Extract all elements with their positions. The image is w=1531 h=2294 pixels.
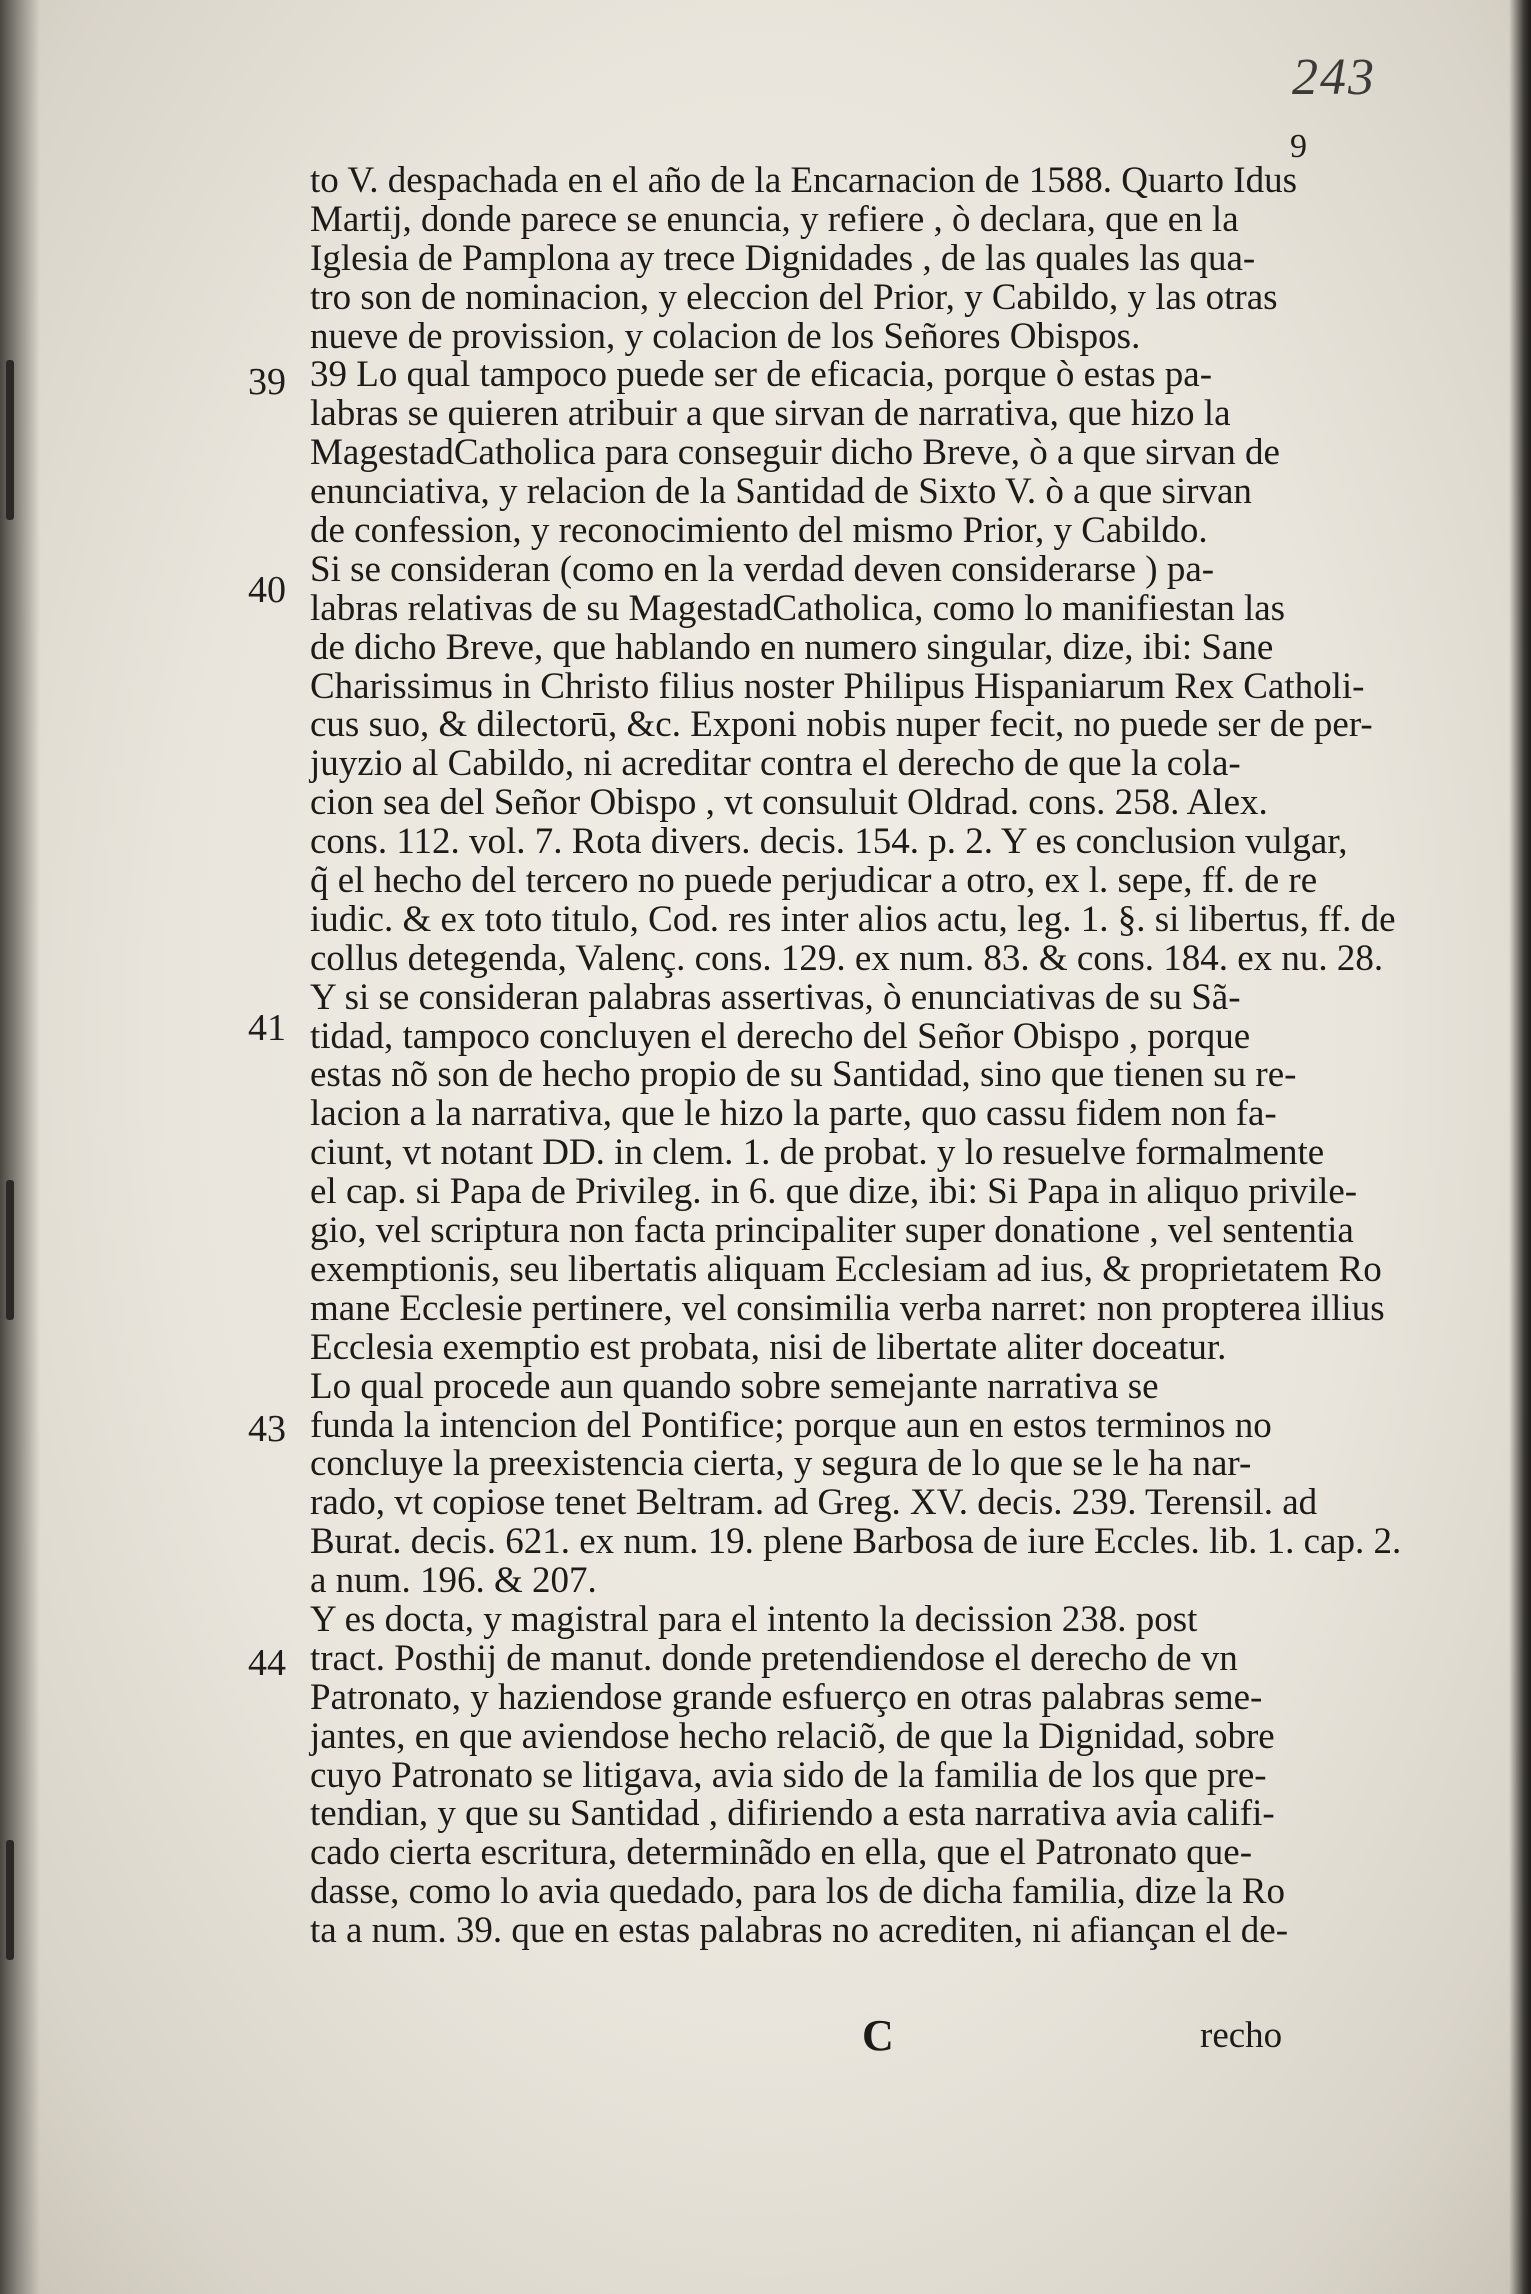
- page-number: 9: [1290, 128, 1307, 165]
- text-line: el cap. si Papa de Privileg. in 6. que dize, ibi: Si Papa in aliquo privile-: [310, 1171, 1358, 1213]
- text-line: enunciativa, y relacion de la Santidad de Sixto V. ò a que sirvan: [310, 471, 1252, 513]
- text-line: Charissimus in Christo filius noster Philipus Hispaniarum Rex Catholi-: [310, 665, 1365, 707]
- text-line: de dicho Breve, que hablando en numero singular, dize, ibi: Sane: [310, 626, 1274, 668]
- text-line: cons. 112. vol. 7. Rota divers. decis. 154. p. 2. Y es conclusion vulgar,: [310, 821, 1348, 863]
- binding-stitch: [6, 1840, 14, 1960]
- text-line: mane Ecclesie pertinere, vel consimilia verba narret: non propterea illius: [310, 1287, 1385, 1329]
- text-line: Lo qual procede aun quando sobre semejante narrativa se: [310, 1365, 1159, 1407]
- text-line: gio, vel scriptura non facta principaliter super donatione , vel sententia: [310, 1210, 1354, 1252]
- handwritten-folio-number: 243: [1292, 49, 1376, 106]
- text-line: cado cierta escritura, determinãdo en ella, que el Patronato que-: [310, 1832, 1253, 1874]
- text-line: to V. despachada en el año de la Encarnacion de 1588. Quarto Idus: [310, 160, 1298, 201]
- text-line: ciunt, vt notant DD. in clem. 1. de probat. y lo resuelve formalmente: [310, 1132, 1325, 1174]
- text-line: funda la intencion del Pontifice; porque aun en estos terminos no: [310, 1404, 1272, 1446]
- text-line: dasse, como lo avia quedado, para los de dicha familia, dize la Ro: [310, 1871, 1286, 1913]
- text-line: juyzio al Cabildo, ni acreditar contra el derecho de que la cola-: [310, 743, 1241, 785]
- text-line: labras se quieren atribuir a que sirvan de narrativa, que hizo la: [310, 393, 1231, 435]
- margin-paragraph-number: 44: [248, 1642, 286, 1684]
- text-line: 39 Lo qual tampoco puede ser de eficacia, porque ò estas pa-: [310, 354, 1213, 396]
- margin-paragraph-number: 41: [248, 1007, 286, 1049]
- text-line: lacion a la narrativa, que le hizo la parte, quo cassu fidem non fa-: [310, 1093, 1277, 1135]
- text-line: de confession, y reconocimiento del mismo Prior, y Cabildo.: [310, 510, 1208, 552]
- page-edge-shadow: [1509, 0, 1531, 2294]
- text-line: tract. Posthij de manut. donde pretendiendose el derecho de vn: [310, 1637, 1238, 1679]
- text-line: Si se consideran (como en la verdad deven considerarse ) pa-: [310, 548, 1215, 590]
- text-line: cuyo Patronato se litigava, avia sido de la familia de los que pre-: [310, 1754, 1267, 1796]
- binding-stitch: [6, 360, 14, 520]
- text-line: MagestadCatholica para conseguir dicho Breve, ò a que sirvan de: [310, 432, 1280, 474]
- text-line: tidad, tampoco concluyen el derecho del Señor Obispo , porque: [310, 1015, 1251, 1057]
- text-line: Patronato, y haziendose grande esfuerço en otras palabras seme-: [310, 1676, 1263, 1718]
- text-line: Y si se consideran palabras assertivas, ò enunciativas de su Sã-: [310, 976, 1241, 1018]
- text-line: estas nõ son de hecho propio de su Santidad, sino que tienen su re-: [310, 1054, 1297, 1096]
- margin-paragraph-number: 40: [248, 569, 286, 611]
- body-text: [310, 160, 1402, 1952]
- text-line: Ecclesia exemptio est probata, nisi de libertate aliter doceatur.: [310, 1326, 1227, 1368]
- signature-mark: C: [862, 2011, 894, 2060]
- text-line: nueve de provission, y colacion de los Señores Obispos.: [310, 315, 1141, 357]
- text-line: Y es docta, y magistral para el intento la decission 238. post: [310, 1598, 1198, 1640]
- text-line: rado, vt copiose tenet Beltram. ad Greg. XV. decis. 239. Terensil. ad: [310, 1482, 1318, 1524]
- text-line: cus suo, & dilectorū, &c. Exponi nobis nuper fecit, no puede ser de per-: [310, 704, 1373, 746]
- text-line: iudic. & ex toto titulo, Cod. res inter alios actu, leg. 1. §. si libertus, ff. de: [310, 898, 1396, 940]
- margin-paragraph-number: 39: [248, 361, 286, 403]
- text-line: Martij, donde parece se enuncia, y refiere , ò declara, que en la: [310, 198, 1239, 240]
- text-line: tendian, y que su Santidad , difiriendo a esta narrativa avia califi-: [310, 1793, 1275, 1835]
- text-line: Iglesia de Pamplona ay trece Dignidades , de las quales las qua-: [310, 237, 1256, 279]
- text-line: cion sea del Señor Obispo , vt consuluit Oldrad. cons. 258. Alex.: [310, 782, 1268, 824]
- margin-paragraph-number: 43: [248, 1408, 286, 1450]
- text-line: q̃ el hecho del tercero no puede perjudicar a otro, ex l. sepe, ff. de re: [310, 860, 1318, 902]
- text-line: Burat. decis. 621. ex num. 19. plene Barbosa de iure Eccles. lib. 1. cap. 2.: [310, 1521, 1402, 1563]
- text-line: collus detegenda, Valenç. cons. 129. ex num. 83. & cons. 184. ex nu. 28.: [310, 937, 1384, 979]
- text-line: a num. 196. & 207.: [310, 1560, 597, 1602]
- catchword: recho: [1200, 2015, 1283, 2056]
- text-line: ta a num. 39. que en estas palabras no acrediten, ni afiançan el de-: [310, 1910, 1289, 1952]
- text-line: exemptionis, seu libertatis aliquam Ecclesiam ad ius, & proprietatem Ro: [310, 1248, 1382, 1290]
- binding-stitch: [6, 1180, 14, 1320]
- text-line: labras relativas de su MagestadCatholica, como lo manifiestan las: [310, 587, 1286, 629]
- text-line: concluye la preexistencia cierta, y segura de lo que se le ha nar-: [310, 1443, 1252, 1485]
- text-line: jantes, en que aviendose hecho relaciõ, de que la Dignidad, sobre: [310, 1715, 1275, 1757]
- text-line: tro son de nominacion, y eleccion del Prior, y Cabildo, y las otras: [310, 276, 1278, 318]
